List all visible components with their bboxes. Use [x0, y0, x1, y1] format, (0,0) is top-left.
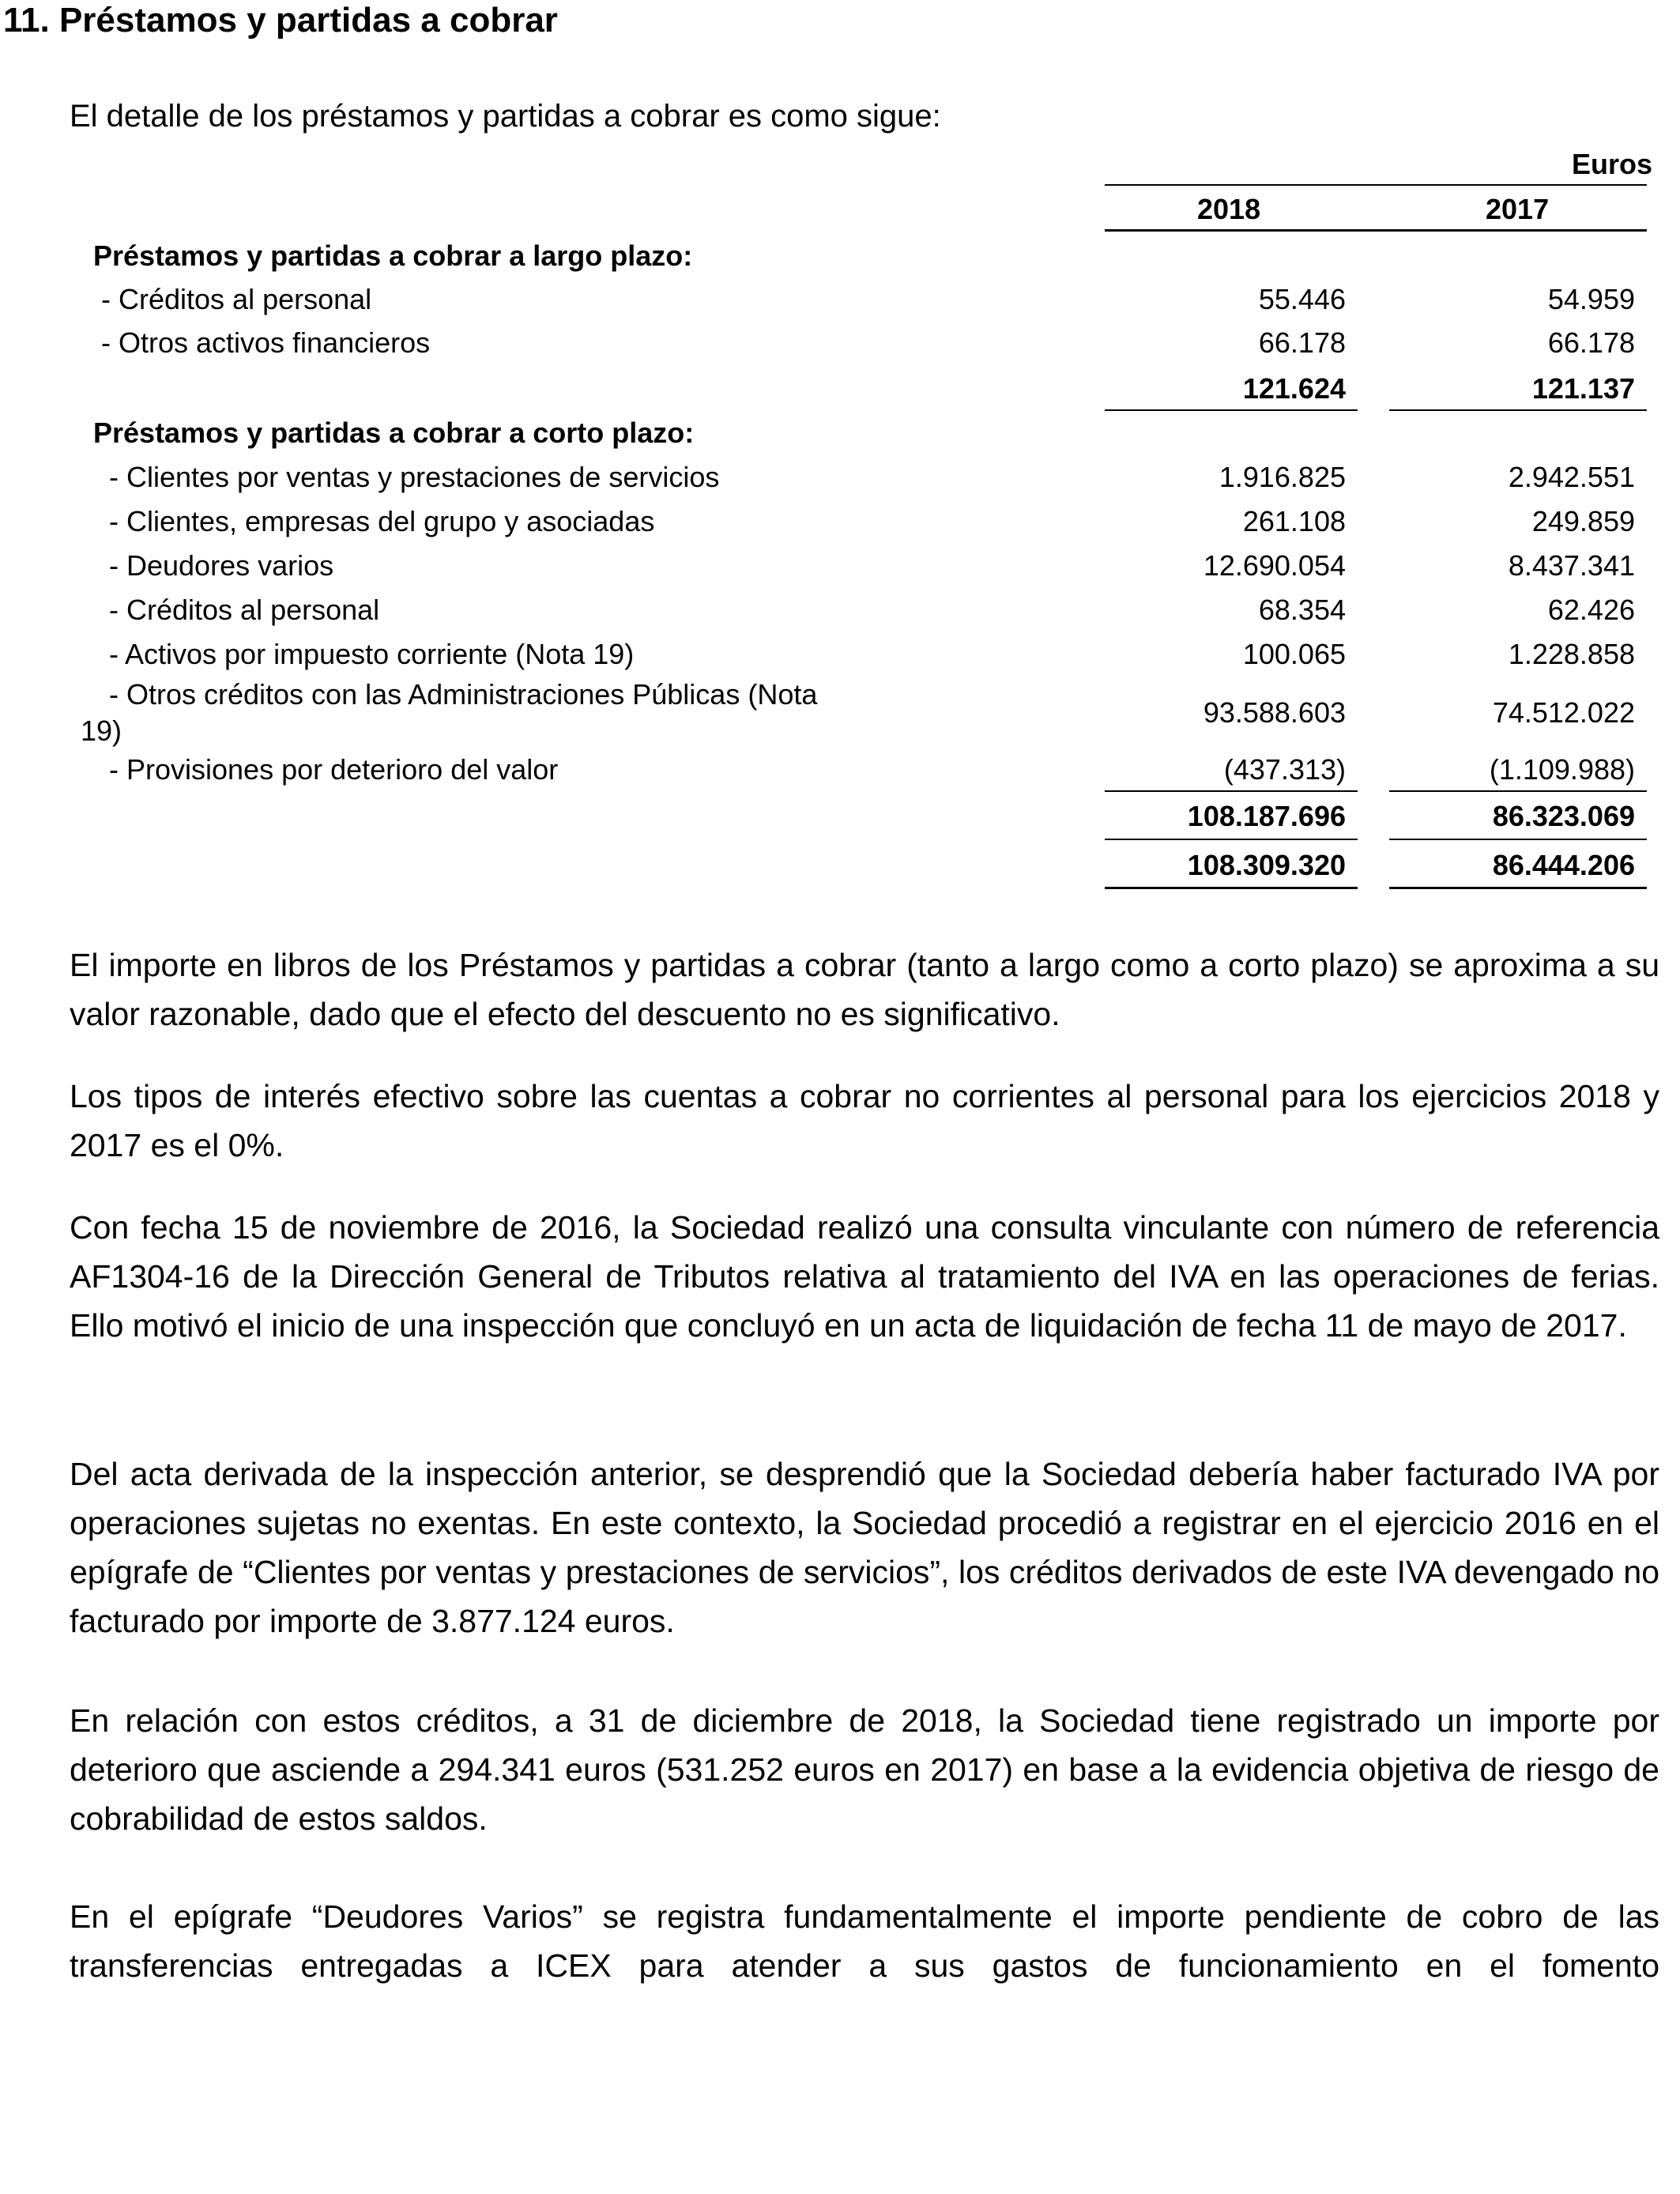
section-intro: El detalle de los préstamos y partidas a cobrar es como sigue: [70, 99, 941, 134]
subtotal-rule [1389, 790, 1647, 792]
grand-total-2018: 108.309.320 [1187, 849, 1346, 881]
total-rule [1105, 839, 1358, 840]
long-term-subtotal-2017: 121.137 [1531, 372, 1635, 405]
paragraph-sundry-debtors: En el epígrafe “Deudores Varios” se registra fundamentalmente el importe pendiente de cobro de las transferencias entregadas a ICEX para atender a sus gastos de funcionamiento en el fomento [70, 1898, 1659, 1984]
row-value-2017: 54.959 [1547, 283, 1635, 315]
grand-total-2017: 86.444.206 [1492, 849, 1635, 881]
short-term-section-title: Préstamos y partidas a cobrar a corto plazo: [93, 417, 695, 449]
paragraph-carrying-amount: El importe en libros de los Préstamos y partidas a cobrar (tanto a largo como a corto plazo) se aproxima a su valor razonable, dado que el efecto del descuento no es significativo. [70, 947, 1659, 1032]
paragraph-inspection-act: Del acta derivada de la inspección anterior, se desprendió que la Sociedad debería haber facturado IVA por operaciones sujetas no exentas. En este contexto, la Sociedad procedió a registrar en el ejercicio 2016 en el epígrafe de “Clientes por ventas y prestaciones de servicios”, los créditos derivados de este IVA devengado no facturado por importe de 3.877.124 euros. [70, 1456, 1659, 1639]
row-label: - Otros activos financieros [101, 326, 431, 359]
row-value-2017: 74.512.022 [1492, 696, 1635, 729]
row-value-2017: 66.178 [1547, 326, 1635, 359]
paragraph-interest-rate: Los tipos de interés efectivo sobre las cuentas a cobrar no corrientes al personal para los ejercicios 2018 y 2017 es el 0%. [70, 1078, 1659, 1163]
currency-header: Euros [1571, 148, 1652, 180]
long-term-section-title: Préstamos y partidas a cobrar a largo plazo: [93, 239, 693, 272]
row-label-line2: 19) [81, 714, 122, 747]
row-value-2017: 2.942.551 [1508, 461, 1635, 493]
row-value-2018: (437.313) [1223, 753, 1346, 786]
section-heading: 11. Préstamos y partidas a cobrar [3, 1, 558, 40]
row-value-2018: 66.178 [1258, 326, 1346, 359]
short-term-subtotal-2018: 108.187.696 [1187, 800, 1346, 832]
total-rule [1389, 839, 1647, 840]
row-label: - Activos por impuesto corriente (Nota 19) [109, 638, 635, 670]
row-value-2018: 1.916.825 [1219, 461, 1346, 493]
row-label: - Provisiones por deterioro del valor [109, 753, 559, 786]
row-value-2018: 55.446 [1258, 283, 1346, 315]
long-term-subtotal-2018: 121.624 [1242, 372, 1346, 405]
paragraph-binding-consultation: Con fecha 15 de noviembre de 2016, la Sociedad realizó una consulta vinculante con número de referencia AF1304-16 de la Dirección General de Tributos relativa al tratamiento del IVA en las operaciones de ferias. Ello motivó el inicio de una inspección que concluyó en un acta de liquidación de fecha 11 de mayo de 2017. [70, 1209, 1659, 1344]
row-label: - Clientes por ventas y prestaciones de servicios [109, 461, 720, 493]
row-value-2018: 68.354 [1258, 594, 1346, 626]
subtotal-rule [1105, 790, 1358, 792]
row-value-2018: 261.108 [1242, 505, 1346, 537]
row-value-2017: 8.437.341 [1508, 549, 1635, 582]
subtotal-rule [1105, 409, 1358, 411]
row-value-2017: 249.859 [1531, 505, 1635, 537]
row-value-2017: 62.426 [1547, 594, 1635, 626]
year-2018-header: 2018 [1197, 193, 1261, 225]
row-label: - Clientes, empresas del grupo y asociadas [109, 505, 655, 537]
row-value-2017: 1.228.858 [1508, 638, 1635, 670]
total-double-rule [1105, 887, 1358, 889]
header-rule-bottom [1105, 229, 1647, 232]
paragraph-impairment: En relación con estos créditos, a 31 de diciembre de 2018, la Sociedad tiene registrado un importe por deterioro que asciende a 294.341 euros (531.252 euros en 2017) en base a la evidencia objetiva de riesgo de cobrabilidad de estos saldos. [70, 1702, 1659, 1837]
row-value-2017: (1.109.988) [1489, 753, 1635, 786]
row-label: - Créditos al personal [101, 283, 372, 315]
row-label: - Deudores varios [109, 549, 334, 582]
year-2017-header: 2017 [1486, 193, 1550, 225]
row-value-2018: 100.065 [1242, 638, 1346, 670]
row-value-2018: 12.690.054 [1203, 549, 1346, 582]
header-rule-top [1105, 184, 1647, 186]
total-double-rule [1389, 887, 1647, 889]
row-label-line1: - Otros créditos con las Administraciones Públicas (Nota [109, 678, 818, 711]
short-term-subtotal-2017: 86.323.069 [1492, 800, 1635, 832]
subtotal-rule [1389, 409, 1647, 411]
row-value-2018: 93.588.603 [1203, 696, 1346, 729]
row-label: - Créditos al personal [109, 594, 380, 626]
receivables-table [0, 0, 1680, 901]
